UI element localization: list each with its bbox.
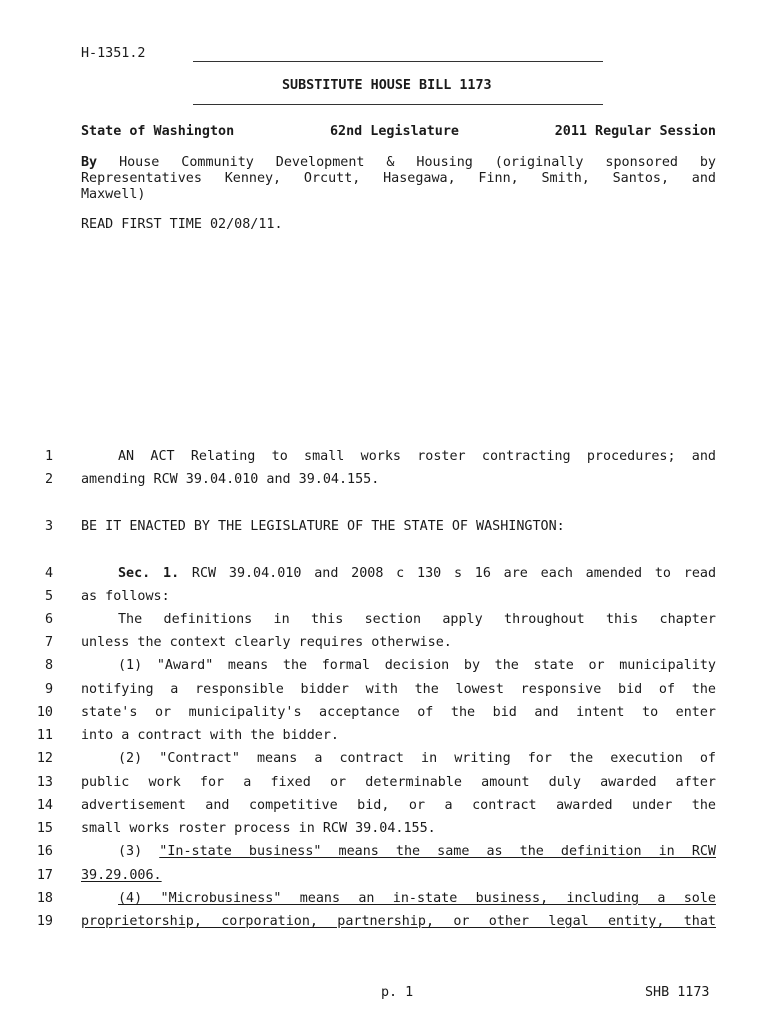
sponsor-committee: House Community Development & Housing (originally sponsored by <box>119 155 716 170</box>
bill-line: (1) "Award" means the formal decision by the state or municipality <box>118 658 716 673</box>
enacting-clause: BE IT ENACTED BY THE LEGISLATURE OF THE STATE OF WASHINGTON: <box>81 519 565 534</box>
page-number: p. 1 <box>381 985 414 1000</box>
line-number: 13 <box>36 775 53 790</box>
line-number: 6 <box>44 612 53 627</box>
bill-line: unless the context clearly requires otherwise. <box>81 635 452 650</box>
line-number: 4 <box>44 566 53 581</box>
bill-title: SUBSTITUTE HOUSE BILL 1173 <box>282 78 492 93</box>
section-heading-line: Sec. 1. RCW 39.04.010 and 2008 c 130 s 16 are each amended to read <box>118 566 716 581</box>
legislature-label: 62nd Legislature <box>329 124 459 139</box>
line-number: 7 <box>44 635 53 650</box>
bill-line: AN ACT Relating to small works roster contracting procedures; and <box>118 449 716 464</box>
sponsor-line-2: Representatives Kenney, Orcutt, Hasegawa, Finn, Smith, Santos, and <box>81 171 716 186</box>
bill-line: into a contract with the bidder. <box>81 728 339 743</box>
bill-line <box>81 868 716 883</box>
line-number: 3 <box>44 519 53 534</box>
inserted-text: proprietorship, corporation, partnership, or other legal entity, that <box>81 914 716 929</box>
bill-line: notifying a responsible bidder with the lowest responsive bid of the <box>81 682 716 697</box>
bill-line: small works roster process in RCW 39.04.155. <box>81 821 436 836</box>
header-rule-bottom <box>193 104 603 105</box>
line-number: 14 <box>36 798 53 813</box>
line-number: 1 <box>44 449 53 464</box>
inserted-text: (4) "Microbusiness" means an in-state business, including a sole <box>118 891 716 906</box>
bill-line: advertisement and competitive bid, or a contract awarded under the <box>81 798 716 813</box>
bill-line <box>81 891 716 906</box>
header-rule-top <box>193 61 603 62</box>
bill-line <box>81 914 716 929</box>
bill-line: The definitions in this section apply throughout this chapter <box>118 612 716 627</box>
document-id: H-1351.2 <box>81 46 146 61</box>
line-number: 8 <box>44 658 53 673</box>
bill-line: as follows: <box>81 589 170 604</box>
sponsor-block <box>81 155 716 203</box>
line-number: 9 <box>44 682 53 697</box>
line-number: 16 <box>36 844 53 859</box>
session-label: 2011 Regular Session <box>554 124 716 139</box>
bill-line: amending RCW 39.04.010 and 39.04.155. <box>81 472 380 487</box>
line-number: 2 <box>44 472 53 487</box>
sponsor-line-3: Maxwell) <box>81 187 146 202</box>
section-label: Sec. 1. <box>118 566 180 581</box>
state-label: State of Washington <box>81 124 235 139</box>
line-number: 15 <box>36 821 53 836</box>
read-first-time: READ FIRST TIME 02/08/11. <box>81 217 283 232</box>
by-label: By <box>81 155 98 170</box>
line-number: 10 <box>36 705 53 720</box>
bill-line: state's or municipality's acceptance of the bid and intent to enter <box>81 705 716 720</box>
bill-code-footer: SHB 1173 <box>645 985 710 1000</box>
bill-line: (3) "In-state business" means the same as the definition in RCW <box>118 844 716 859</box>
line-number: 18 <box>36 891 53 906</box>
line-number: 12 <box>36 751 53 766</box>
line-number: 5 <box>44 589 53 604</box>
line-number: 19 <box>36 914 53 929</box>
inserted-text: "In-state business" means the same as the definition in RCW <box>159 844 716 859</box>
sponsor-line-1 <box>81 155 716 171</box>
inserted-text: 39.29.006. <box>81 868 162 883</box>
line-number: 11 <box>36 728 53 743</box>
bill-line: (2) "Contract" means a contract in writing for the execution of <box>118 751 716 766</box>
bill-line: public work for a fixed or determinable amount duly awarded after <box>81 775 716 790</box>
line-number: 17 <box>36 868 53 883</box>
session-line <box>81 124 716 139</box>
